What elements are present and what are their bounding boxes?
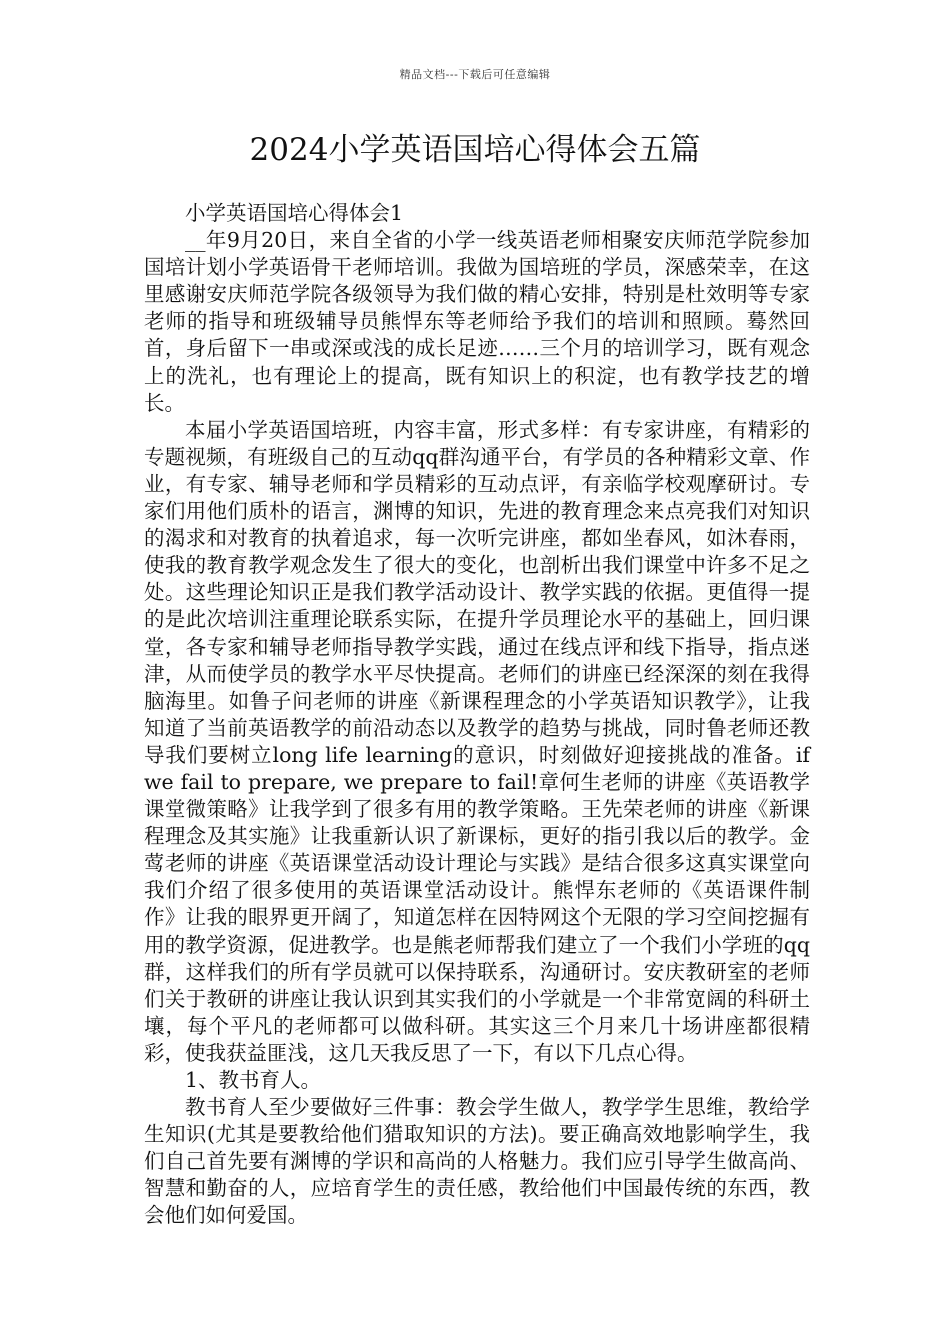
subheading: 1、教书育人。 [185,1068,322,1092]
paragraph: __年9月20日，来自全省的小学一线英语老师相聚安庆师范学院参加国培计划小学英语骨干老师培训。我做为国培班的学员，深感荣幸，在这里感谢安庆师范学院各级领导为我们做的精心安排，特别是杜效明等专家老师的指导和班级辅导员熊悍东等老师给予我们的培训和照顾。蓦然回首，身后留下一串或深或浅的成长足迹……三个月的培训学习，既有观念上的洗礼，也有理论上的提高，既有知识上的积淀，也有教学技艺的增长。 [144,228,810,415]
header-note: 精品文档---下载后可任意编辑 [399,68,551,81]
paragraph: 本届小学英语国培班，内容丰富，形式多样：有专家讲座，有精彩的专题视频，有班级自己的互动qq群沟通平台，有学员的各种精彩文章、作业，有专家、辅导老师和学员精彩的互动点评，有亲临学校观摩研讨。专家们用他们质朴的语言，渊博的知识，先进的教育理念来点亮我们对知识的渴求和对教育的执着追求，每一次听完讲座，都如坐春风，如沐春雨，使我的教育教学观念发生了很大的变化，也剖析出我们课堂中许多不足之处。这些理论知识正是我们教学活动设计、教学实践的依据。更值得一提的是此次培训注重理论联系实际，在提升学员理论水平的基础上，回归课堂，各专家和辅导老师指导教学实践，通过在线点评和线下指导，指点迷津，从而使学员的教学水平尽快提高。老师们的讲座已经深深的刻在我得脑海里。如鲁子问老师的讲座《新课程理念的小学英语知识教学》，让我知道了当前英语教学的前沿动态以及教学的趋势与挑战，同时鲁老师还教导我们要树立long life learning的意识，时刻做好迎接挑战的准备。if we fail to prepare, we prepare to fail!章何生老师的讲座《英语教学课堂微策略》让我学到了很多有用的教学策略。王先荣老师的讲座《新课程理念及其实施》让我重新认识了新课标，更好的指引我以后的教学。金莺老师的讲座《英语课堂活动设计理论与实践》是结合很多这真实课堂向我们介绍了很多使用的英语课堂活动设计。熊悍东老师的《英语课件制作》让我的眼界更开阔了，知道怎样在因特网这个无限的学习空间挖掘有用的教学资源，促进教学。也是熊老师帮我们建立了一个我们小学班的qq群，这样我们的所有学员就可以保持联系，沟通研讨。安庆教研室的老师们关于教研的讲座让我认识到其实我们的小学就是一个非常宽阔的科研土壤，每个平凡的老师都可以做科研。其实这三个月来几十场讲座都很精彩，使我获益匪浅，这几天我反思了一下，有以下几点心得。 [144,417,810,1065]
document-title: 2024小学英语国培心得体会五篇 [249,132,701,168]
document-body [144,200,810,1230]
section-heading: 小学英语国培心得体会1 [185,201,404,225]
paragraph: 教书育人至少要做好三件事：教会学生做人，教学学生思维，教给学生知识(尤其是要教给他们猎取知识的方法)。要正确高效地影响学生，我们自己首先要有渊博的学识和高尚的人格魅力。我们应引导学生做高尚、智慧和勤奋的人，应培育学生的责任感，教给他们中国最传统的东西，教会他们如何爱国。 [144,1095,810,1228]
